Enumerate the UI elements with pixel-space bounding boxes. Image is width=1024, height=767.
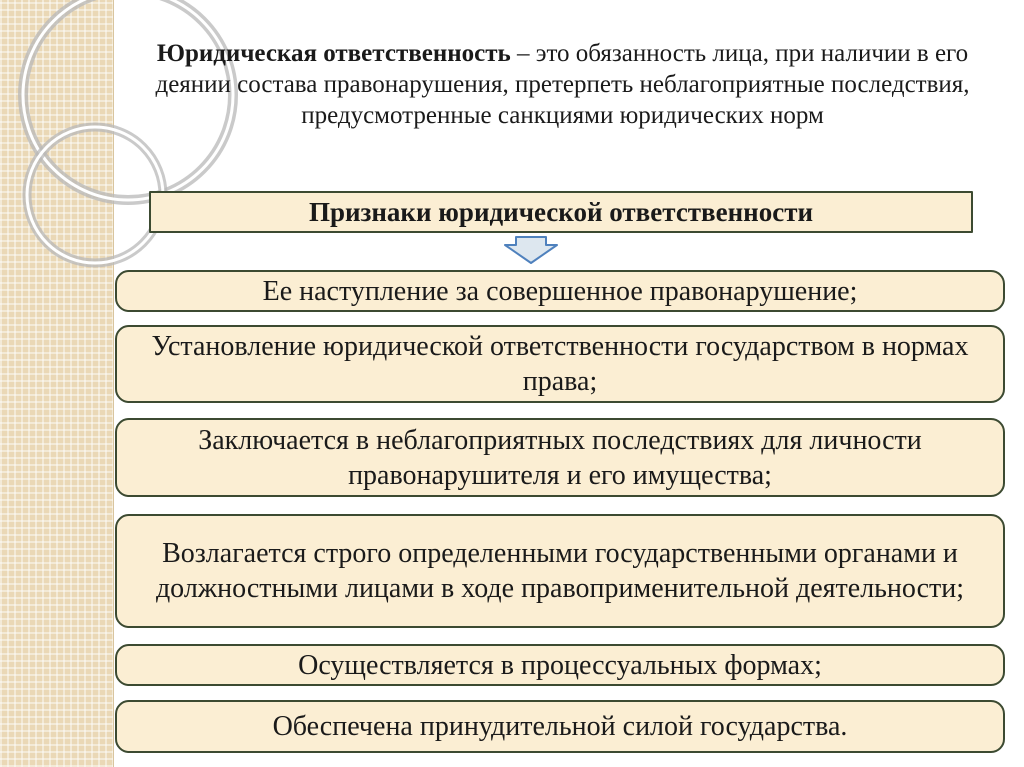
definition-term: Юридическая ответственность [156, 40, 511, 67]
feature-item: Установление юридической ответственности государством в нормах права; [115, 325, 1005, 403]
feature-item: Осуществляется в процессуальных формах; [115, 644, 1005, 686]
features-heading: Признаки юридической ответственности [149, 191, 973, 233]
feature-item: Обеспечена принудительной силой государства. [115, 700, 1005, 753]
down-arrow-icon [503, 236, 559, 264]
feature-item: Заключается в неблагоприятных последствиях для личности правонарушителя и его имущества; [115, 418, 1005, 497]
definition-text [140, 38, 985, 131]
feature-item: Ее наступление за совершенное правонарушение; [115, 270, 1005, 312]
feature-item: Возлагается строго определенными государственными органами и должностными лицами в ходе правоприменительной деятельности; [115, 514, 1005, 628]
definition-body: – это обязанность лица, при наличии в его деянии состава правонарушения, претерпеть неблагоприятные последствия, предусмотренные санкциями юридических норм [155, 40, 970, 129]
